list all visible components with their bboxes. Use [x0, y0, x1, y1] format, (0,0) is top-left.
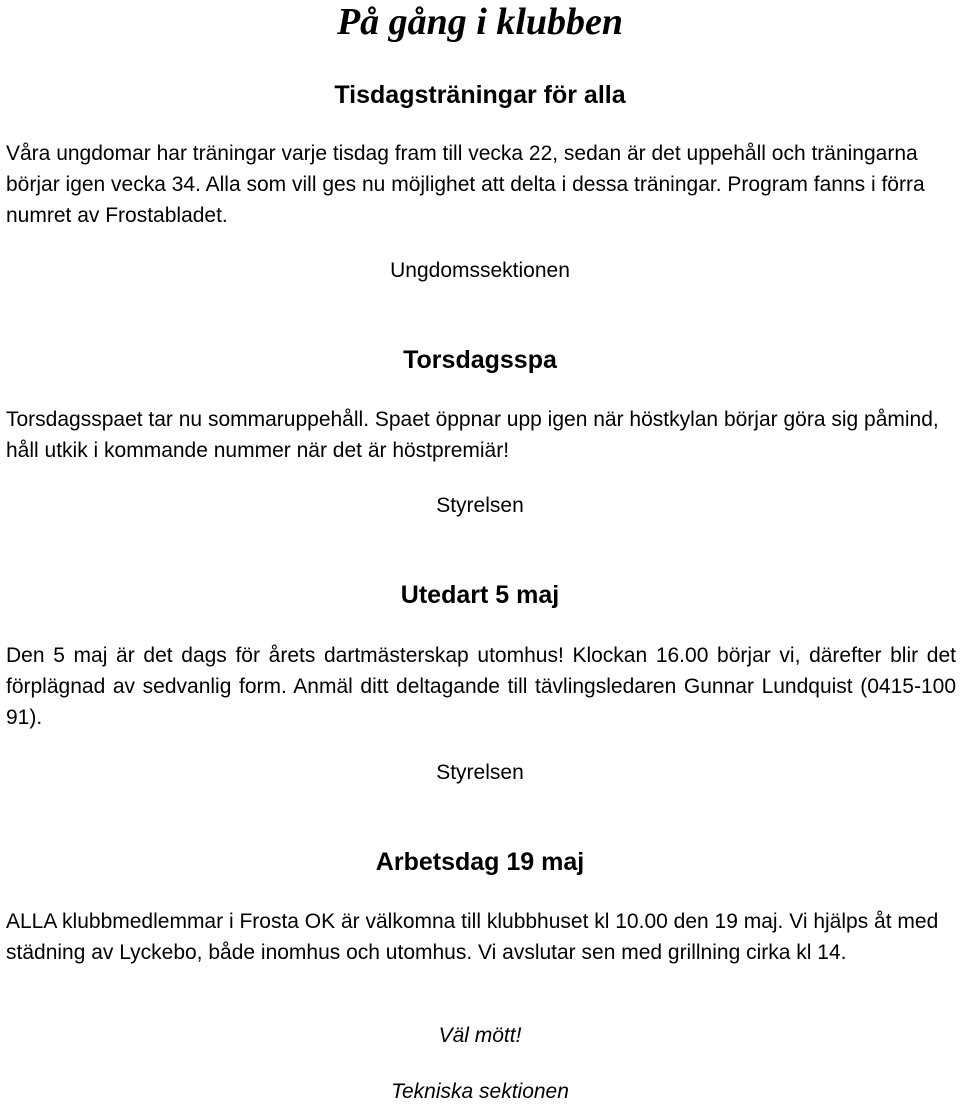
section-signature: Styrelsen: [436, 494, 524, 517]
section-heading: Utedart 5 maj: [400, 581, 560, 609]
section-paragraph: ALLA klubbmedlemmar i Frosta OK är välkomna till klubbhuset kl 10.00 den 19 maj. Vi hjälps åt med städning av Lyckebo, både inomhus och utomhus. Vi avslutar sen med grillning cirka kl 14.: [6, 910, 939, 964]
section-signature: Tekniska sektionen: [391, 1080, 569, 1103]
section-paragraph: Den 5 maj är det dags för årets dartmästerskap utomhus! Klockan 16.00 börjar vi, därefter blir det förplägnad av sedvanlig form. Anmäl ditt deltagande till tävlingsledaren Gunnar Lundquist (0415-100 91).: [6, 644, 956, 729]
section-paragraph: Våra ungdomar har träningar varje tisdag fram till vecka 22, sedan är det uppehåll och träningarna börjar igen vecka 34. Alla som vill ges nu möjlighet att delta i dessa träningar. Program fanns i förra numret av Frostabladet.: [6, 142, 925, 227]
section-paragraph: Torsdagsspaet tar nu sommaruppehåll. Spaet öppnar upp igen när höstkylan börjar göra sig påmind, håll utkik i kommande nummer när det är höstpremiär!: [6, 408, 939, 462]
section-signature: Styrelsen: [436, 761, 524, 784]
section-signature: Ungdomssektionen: [390, 259, 570, 282]
section-heading: Arbetsdag 19 maj: [375, 848, 585, 876]
section-heading: Tisdagsträningar för alla: [334, 81, 626, 109]
page-title: På gång i klubben: [336, 1, 624, 43]
closing-text: Väl mött!: [438, 1024, 522, 1047]
section-heading: Torsdagsspa: [403, 346, 557, 374]
